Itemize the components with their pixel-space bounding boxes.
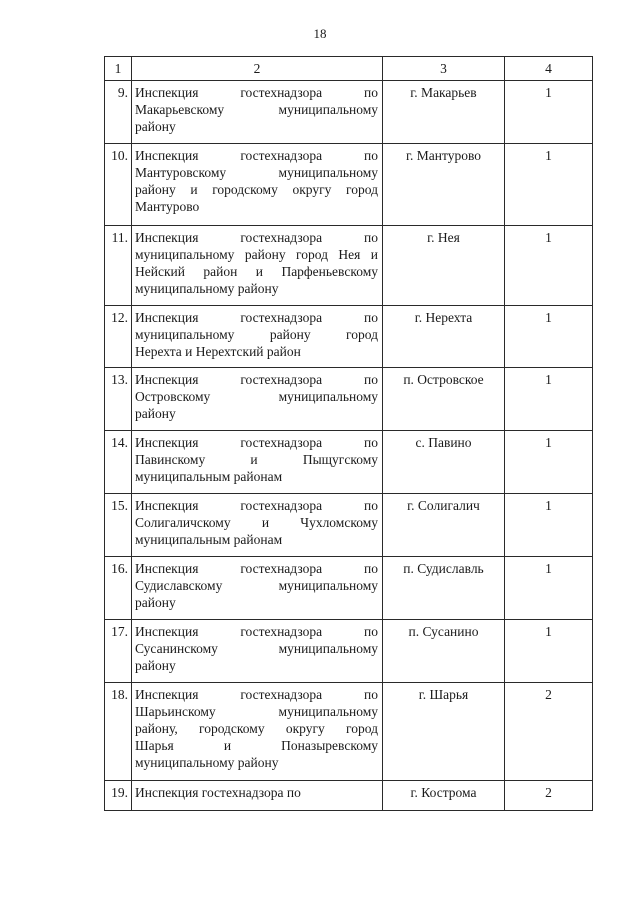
inspection-name-line: Шарья и Поназыревскому (135, 738, 378, 753)
inspection-name (132, 781, 383, 811)
inspection-name-line: району (135, 119, 176, 134)
row-number: 16. (105, 557, 132, 620)
inspection-name-line: району (135, 658, 176, 673)
inspection-name-line: Инспекция гостехнадзора по (135, 230, 378, 245)
inspection-name-line: Сусанинскому муниципальному (135, 641, 378, 656)
row-number: 17. (105, 620, 132, 683)
inspection-name-line: Солигаличскому и Чухломскому (135, 515, 378, 530)
location-cell: г. Мантурово (383, 144, 505, 226)
staff-count-cell: 2 (505, 781, 593, 811)
inspection-name-line: Судиславскому муниципальному (135, 578, 378, 593)
inspection-name-line: Островскому муниципальному (135, 389, 378, 404)
staff-count-cell: 1 (505, 557, 593, 620)
inspection-name-line: Инспекция гостехнадзора по (135, 148, 378, 163)
row-number: 10. (105, 144, 132, 226)
inspection-name-line: Инспекция гостехнадзора по (135, 498, 378, 513)
inspection-name-line: Инспекция гостехнадзора по (135, 561, 378, 576)
table-row (105, 431, 593, 494)
location-cell: г. Шарья (383, 683, 505, 781)
inspection-name-line: Инспекция гостехнадзора по (135, 85, 378, 100)
table-row (105, 306, 593, 368)
staff-count-cell: 1 (505, 431, 593, 494)
inspection-name-line: Инспекция гостехнадзора по (135, 785, 301, 800)
inspection-name (132, 683, 383, 781)
location-cell: с. Павино (383, 431, 505, 494)
row-number: 12. (105, 306, 132, 368)
inspection-name (132, 494, 383, 557)
inspection-name-line: району (135, 595, 176, 610)
row-number: 14. (105, 431, 132, 494)
inspection-name-line: Шарьинскому муниципальному (135, 704, 378, 719)
table-body (105, 57, 593, 811)
staff-count-cell: 1 (505, 306, 593, 368)
inspection-name-line: Мантурово (135, 199, 200, 214)
row-number: 13. (105, 368, 132, 431)
inspection-name-line: Инспекция гостехнадзора по (135, 372, 378, 387)
staff-count-cell: 2 (505, 683, 593, 781)
inspection-name-line: Инспекция гостехнадзора по (135, 687, 378, 702)
row-number: 19. (105, 781, 132, 811)
location-cell: г. Нея (383, 226, 505, 306)
column-header-4: 4 (505, 57, 593, 81)
inspection-name-line: Павинскому и Пыщугскому (135, 452, 378, 467)
location-cell: п. Сусанино (383, 620, 505, 683)
inspection-name (132, 81, 383, 144)
inspection-name-line: муниципальным районам (135, 469, 283, 484)
table-row (105, 781, 593, 811)
column-header-2: 2 (132, 57, 383, 81)
table-row (105, 683, 593, 781)
table-row (105, 620, 593, 683)
inspection-name (132, 557, 383, 620)
location-cell: г. Макарьев (383, 81, 505, 144)
inspection-name-line: муниципальным районам (135, 532, 283, 547)
inspection-name (132, 431, 383, 494)
location-cell: г. Солигалич (383, 494, 505, 557)
location-cell: г. Нерехта (383, 306, 505, 368)
location-cell: п. Островское (383, 368, 505, 431)
inspection-name-line: Нейский район и Парфеньевскому (135, 264, 378, 279)
staff-count-cell: 1 (505, 144, 593, 226)
inspection-name-line: муниципальному району (135, 281, 279, 296)
page-number: 18 (313, 26, 327, 41)
table-row (105, 81, 593, 144)
inspection-name-line: муниципальному району (135, 755, 279, 770)
table-row (105, 226, 593, 306)
location-cell: г. Кострома (383, 781, 505, 811)
table-row (105, 557, 593, 620)
staff-count-cell: 1 (505, 226, 593, 306)
row-number: 18. (105, 683, 132, 781)
inspection-name (132, 306, 383, 368)
inspection-name-line: муниципальному району город (135, 327, 378, 342)
column-header-3: 3 (383, 57, 505, 81)
inspection-name (132, 368, 383, 431)
inspection-name-line: району и городскому округу город (135, 182, 378, 197)
inspections-table (104, 56, 593, 811)
inspection-name (132, 144, 383, 226)
column-header-1: 1 (105, 57, 132, 81)
inspection-name-line: Нерехта и Нерехтский район (135, 344, 301, 359)
inspection-name-line: Мантуровскому муниципальному (135, 165, 378, 180)
inspection-name-line: Инспекция гостехнадзора по (135, 310, 378, 325)
inspection-name-line: району, городскому округу город (135, 721, 378, 736)
inspection-name-line: муниципальному району город Нея и (135, 247, 378, 262)
table-header-row (105, 57, 593, 81)
inspection-name-line: Инспекция гостехнадзора по (135, 624, 378, 639)
table-row (105, 494, 593, 557)
staff-count-cell: 1 (505, 81, 593, 144)
row-number: 15. (105, 494, 132, 557)
table-row (105, 144, 593, 226)
inspection-name-line: Инспекция гостехнадзора по (135, 435, 378, 450)
staff-count-cell: 1 (505, 620, 593, 683)
row-number: 11. (105, 226, 132, 306)
inspection-name (132, 226, 383, 306)
inspection-name (132, 620, 383, 683)
row-number: 9. (105, 81, 132, 144)
location-cell: п. Судиславль (383, 557, 505, 620)
staff-count-cell: 1 (505, 368, 593, 431)
staff-count-cell: 1 (505, 494, 593, 557)
inspection-name-line: Макарьевскому муниципальному (135, 102, 378, 117)
table-row (105, 368, 593, 431)
inspection-name-line: району (135, 406, 176, 421)
